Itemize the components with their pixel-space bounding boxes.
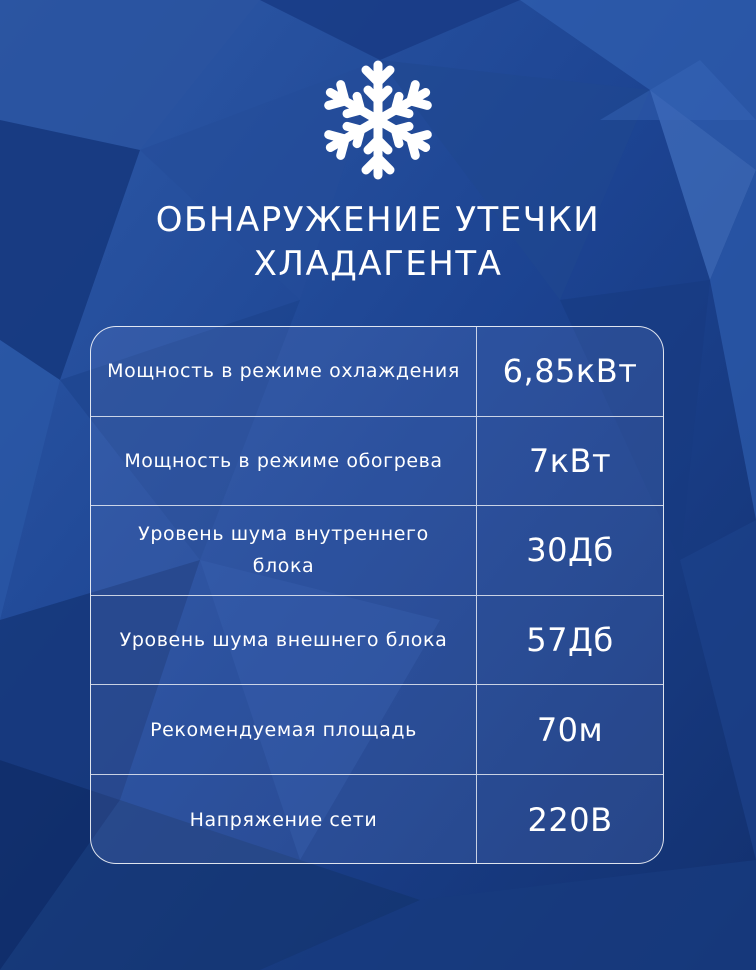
spec-row-indoor-noise [91, 506, 663, 596]
spec-label: Мощность в режиме обогрева [91, 417, 477, 506]
spec-value: 7кВт [528, 441, 612, 480]
spec-row-cooling-power [91, 327, 663, 417]
spec-table [90, 326, 664, 864]
spec-row-recommended-area [91, 685, 663, 775]
spec-row-voltage [91, 775, 663, 864]
title-line-2: ХЛАДАГЕНТА [253, 244, 503, 284]
title-line-1: ОБНАРУЖЕНИЕ УТЕЧКИ [155, 200, 601, 240]
spec-label: Мощность в режиме охлаждения [91, 327, 477, 416]
spec-row-outdoor-noise [91, 596, 663, 686]
spec-value: 57Дб [526, 621, 614, 660]
spec-value: 6,85кВт [502, 352, 638, 391]
page-title [0, 198, 756, 286]
spec-value: 220В [527, 800, 613, 839]
spec-value: 70м [536, 710, 604, 749]
snowflake-icon [322, 60, 434, 180]
spec-label: Уровень шума внешнего блока [91, 596, 477, 685]
spec-row-heating-power [91, 417, 663, 507]
spec-label: Рекомендуемая площадь [91, 685, 477, 774]
spec-label: Уровень шума внутреннего блока [91, 506, 477, 595]
spec-label: Напряжение сети [91, 775, 477, 864]
spec-value: 30Дб [526, 531, 614, 570]
